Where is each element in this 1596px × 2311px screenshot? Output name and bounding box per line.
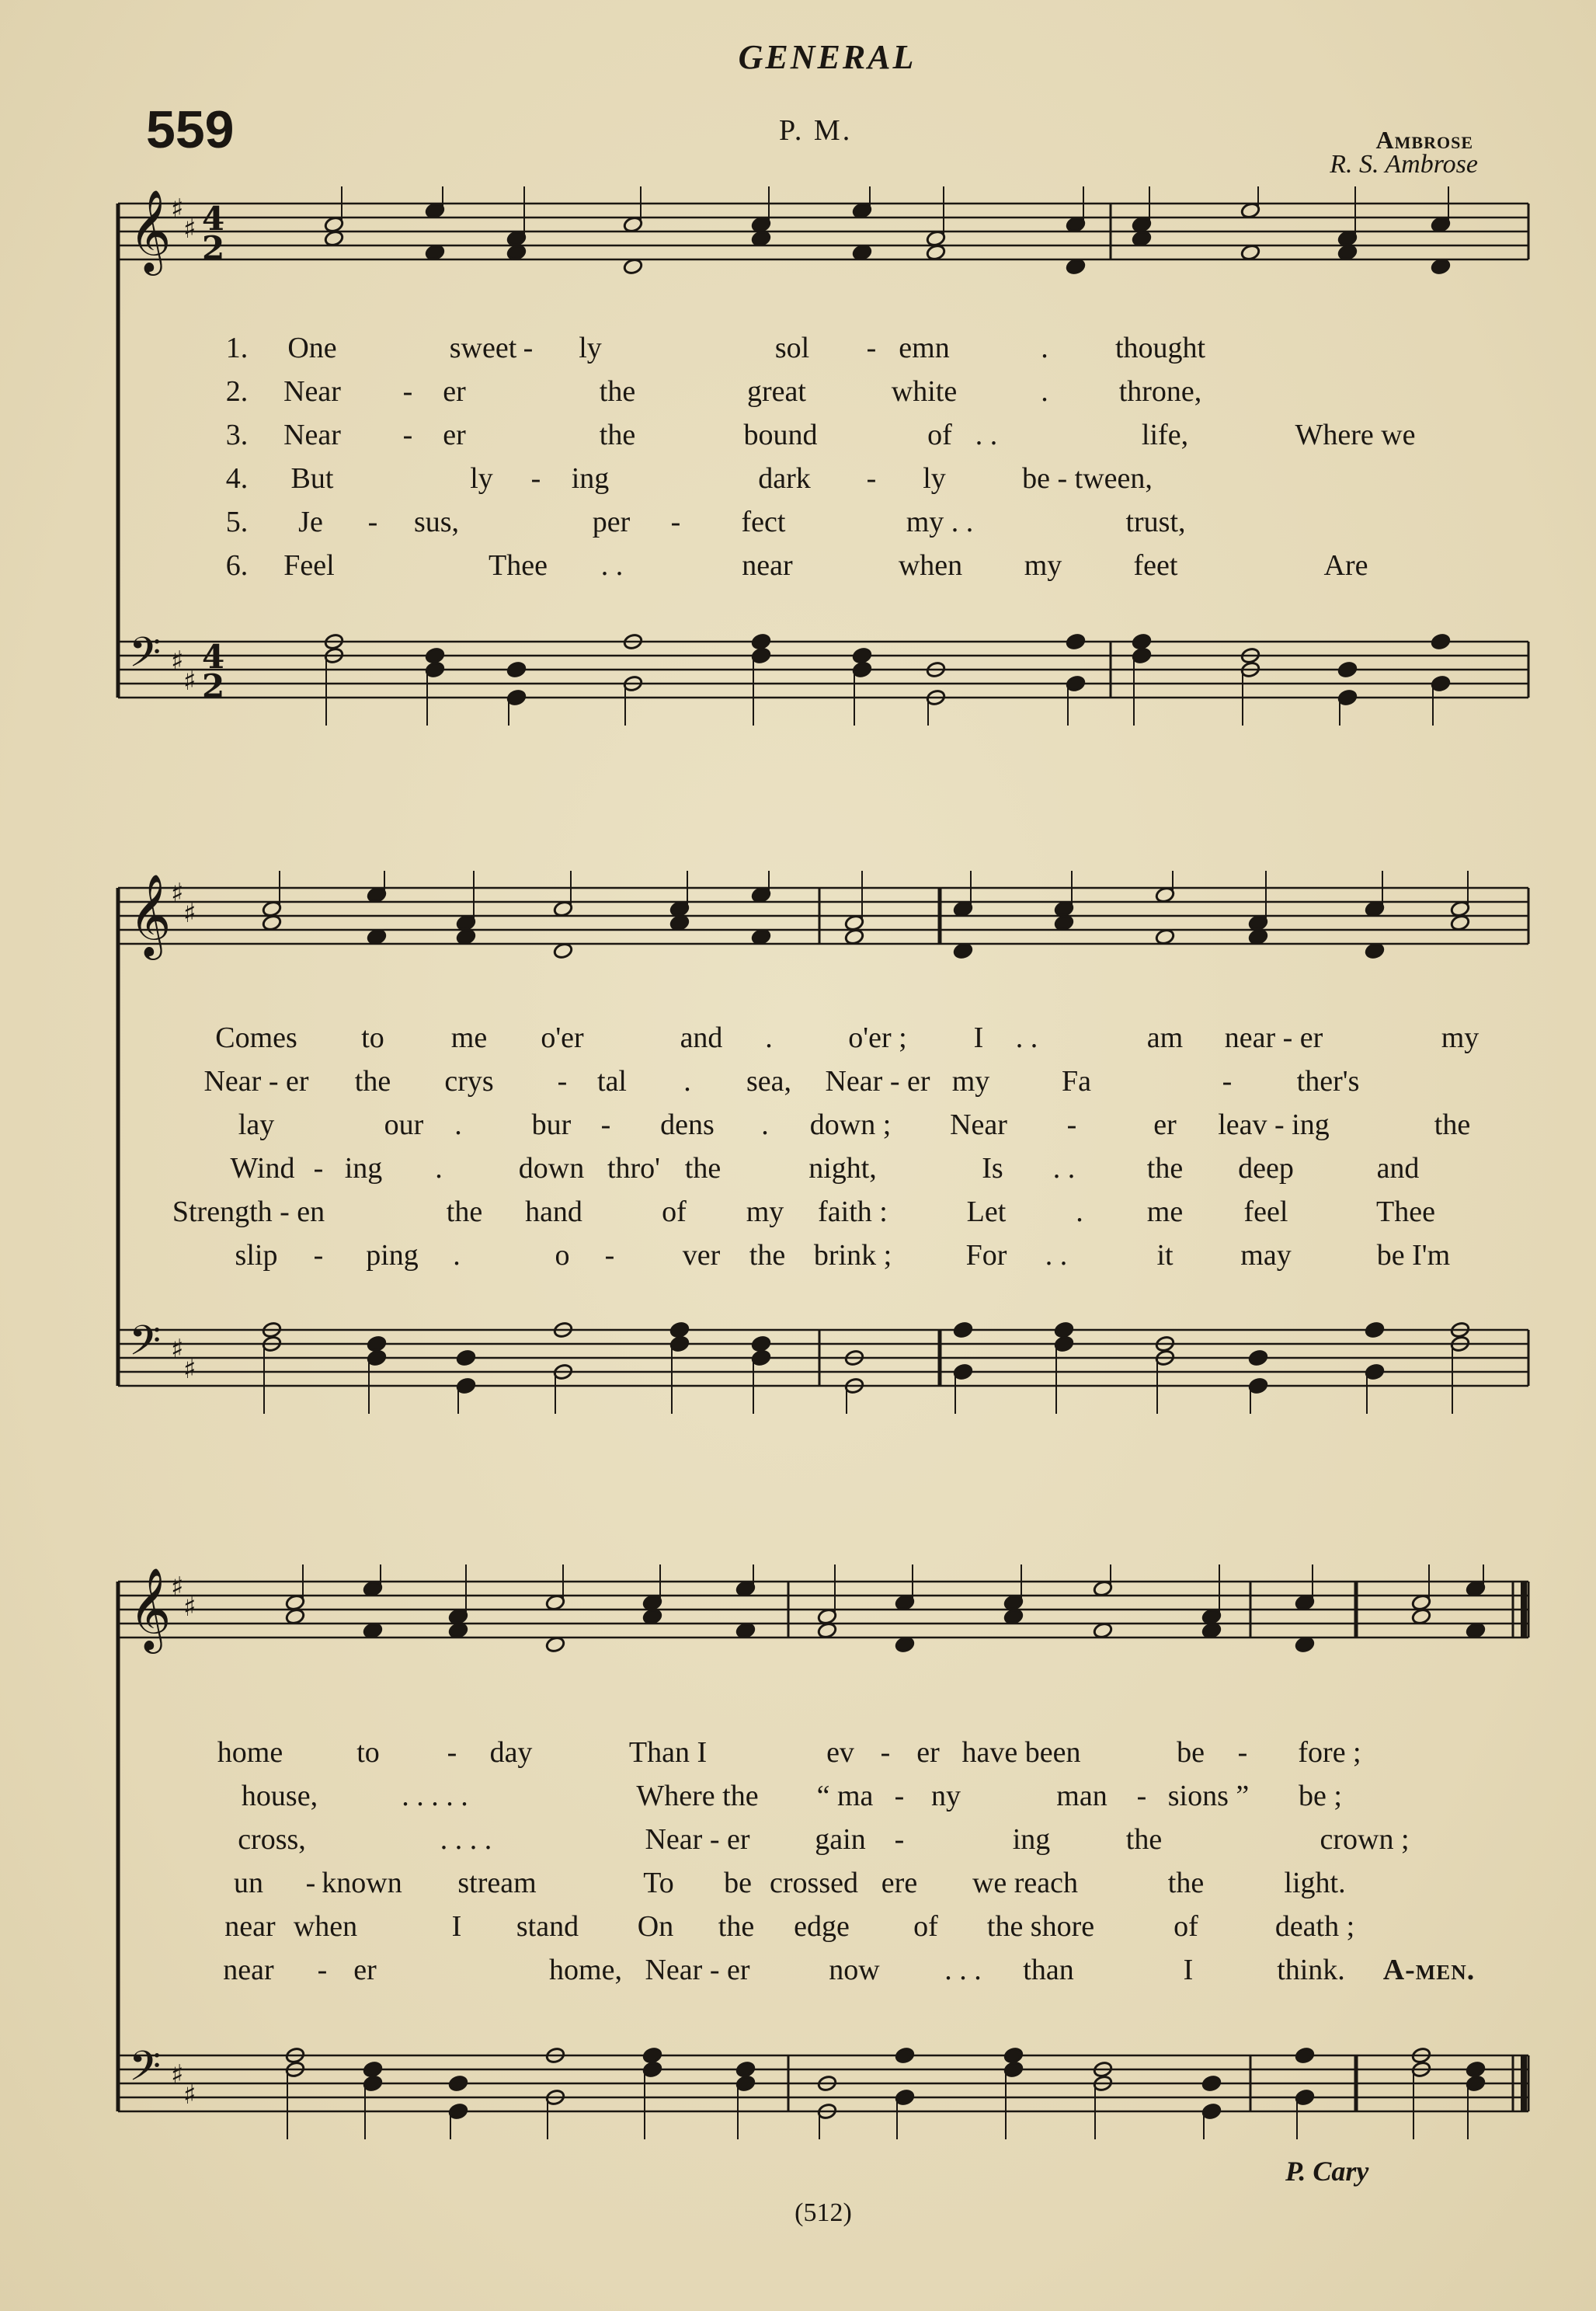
lyric-line-verse-4	[0, 1861, 1596, 1905]
lyric-syllable: Comes	[215, 1022, 297, 1054]
lyric-syllable: . .	[1052, 1152, 1076, 1185]
note-head	[1066, 633, 1086, 651]
lyric-syllable: -	[447, 1736, 457, 1769]
lyric-syllable: crown ;	[1320, 1823, 1410, 1856]
lyric-line-verse-3	[0, 413, 1596, 457]
lyric-syllable: -	[1066, 1109, 1077, 1141]
lyric-syllable: than	[1023, 1954, 1074, 1986]
bass-clef-icon: 𝄢	[129, 1317, 162, 1375]
note-head	[669, 1321, 690, 1339]
lyric-syllable: white	[891, 375, 958, 408]
lyric-syllable: life,	[1141, 419, 1189, 451]
lyric-syllable: down	[518, 1152, 585, 1185]
key-sharp-icon: ♯	[171, 1571, 184, 1603]
lyric-syllable: the	[749, 1239, 786, 1272]
note-head	[1466, 2061, 1486, 2079]
lyric-syllable: now	[829, 1954, 880, 1986]
lyric-syllable: near - er	[1224, 1022, 1323, 1054]
lyric-syllable: fore ;	[1298, 1736, 1361, 1769]
lyric-syllable: -	[402, 375, 413, 408]
lyric-syllable: dark	[758, 462, 811, 495]
lyric-syllable: think.	[1277, 1954, 1345, 1986]
lyric-syllable: .	[454, 1109, 462, 1141]
time-signature-top: 4	[202, 638, 225, 676]
lyric-syllable: my	[1024, 549, 1062, 582]
key-sharp-icon: ♯	[183, 1592, 196, 1623]
note-head	[751, 633, 771, 651]
lyric-line-verse-3	[0, 1818, 1596, 1861]
lyric-syllable: crossed	[770, 1867, 858, 1899]
lyric-syllable: 4.	[225, 462, 249, 495]
lyric-syllable: Near - er	[825, 1065, 930, 1098]
lyric-line-verse-5	[0, 500, 1596, 544]
lyric-syllable: “ ma	[816, 1780, 874, 1812]
lyric-syllable: day	[489, 1736, 533, 1769]
lyric-syllable: of	[913, 1910, 938, 1943]
lyric-syllable: . .	[1045, 1239, 1068, 1272]
lyric-syllable: gain	[815, 1823, 866, 1856]
note-head	[1295, 2047, 1315, 2065]
lyric-syllable: .	[1076, 1196, 1083, 1228]
treble-clef-icon: 𝄞	[129, 1567, 172, 1650]
lyric-syllable: Let	[966, 1196, 1007, 1228]
note-head	[448, 2075, 468, 2093]
lyric-syllable: our	[384, 1109, 424, 1141]
note-head	[1201, 2075, 1222, 2093]
lyric-syllable: the	[1167, 1867, 1205, 1899]
lyric-syllable: be - tween,	[1022, 462, 1153, 495]
lyric-syllable: of	[927, 419, 952, 451]
lyric-line-verse-3	[0, 1103, 1596, 1147]
lyric-syllable: edge	[794, 1910, 850, 1943]
lyric-syllable: sus,	[413, 506, 460, 538]
lyric-syllable: sea,	[746, 1065, 792, 1098]
lyric-syllable: -	[313, 1239, 324, 1272]
lyric-syllable: I	[451, 1910, 462, 1943]
time-signature-top: 4	[202, 200, 225, 238]
lyric-syllable: .	[765, 1022, 773, 1054]
lyric-line-verse-1	[0, 1016, 1596, 1060]
lyric-syllable: it	[1156, 1239, 1174, 1272]
key-sharp-icon: ♯	[183, 214, 196, 245]
lyric-line-verse-2	[0, 370, 1596, 413]
page-number: (512)	[795, 2198, 852, 2227]
note-head	[1003, 2047, 1024, 2065]
lyric-syllable: -	[894, 1780, 905, 1812]
lyric-syllable: -	[600, 1109, 611, 1141]
lyric-syllable: and	[1376, 1152, 1420, 1185]
composer-credit: R. S. Ambrose	[1330, 150, 1478, 179]
key-sharp-icon: ♯	[171, 2059, 184, 2090]
lyric-syllable: stream	[457, 1867, 537, 1899]
lyric-syllable: lay	[238, 1109, 275, 1141]
lyric-syllable: -	[1237, 1736, 1248, 1769]
note-head	[1054, 1321, 1074, 1339]
note-head	[1365, 1321, 1385, 1339]
lyric-syllable: my	[951, 1065, 990, 1098]
lyric-syllable: On	[637, 1910, 674, 1943]
lyric-syllable: . . .	[944, 1954, 982, 1986]
lyric-syllable: cross,	[238, 1823, 306, 1856]
lyric-syllable: . .	[1015, 1022, 1038, 1054]
lyric-syllable: But	[290, 462, 334, 495]
lyric-line-verse-5	[0, 1190, 1596, 1234]
lyric-syllable: Je	[298, 506, 323, 538]
lyric-syllable: .	[1041, 332, 1048, 364]
lyric-syllable: Near - er	[645, 1954, 750, 1986]
lyric-syllable: -	[894, 1823, 905, 1856]
lyric-syllable: to	[356, 1736, 380, 1769]
lyric-syllable: Than I	[628, 1736, 708, 1769]
key-sharp-icon: ♯	[171, 193, 184, 224]
note-head	[1132, 633, 1152, 651]
note-head	[895, 2047, 915, 2065]
lyric-syllable: Thee	[1376, 1196, 1435, 1228]
lyric-syllable: me	[1146, 1196, 1184, 1228]
lyric-syllable: faith :	[818, 1196, 888, 1228]
lyric-syllable: Strength - en	[172, 1196, 325, 1228]
lyric-syllable: Thee	[489, 549, 548, 582]
lyric-syllable: be	[724, 1867, 752, 1899]
lyric-syllable: Are	[1323, 549, 1368, 582]
time-signature-bottom: 2	[202, 229, 225, 267]
lyric-syllable: sweet	[449, 332, 517, 364]
lyric-syllable: bound	[743, 419, 818, 451]
lyric-syllable: Fa	[1062, 1065, 1091, 1098]
lyric-syllable: 3.	[225, 419, 249, 451]
lyric-syllable: brink ;	[813, 1239, 892, 1272]
lyric-syllable: light.	[1284, 1867, 1346, 1899]
lyric-syllable: the	[446, 1196, 483, 1228]
key-sharp-icon: ♯	[183, 666, 196, 697]
lyric-syllable: -	[880, 1736, 891, 1769]
lyric-syllable: the	[1125, 1823, 1163, 1856]
lyric-syllable: my	[1441, 1022, 1480, 1054]
arranger-credit: P. Cary	[1285, 2156, 1369, 2187]
lyric-syllable: the	[718, 1910, 755, 1943]
lyric-syllable: ping	[366, 1239, 419, 1272]
lyric-syllable: hand	[525, 1196, 582, 1228]
lyric-syllable: thro'	[607, 1152, 661, 1185]
lyric-syllable: the	[599, 375, 636, 408]
lyric-syllable: .	[435, 1152, 443, 1185]
lyric-syllable: near	[742, 549, 793, 582]
lyric-line-verse-4	[0, 1147, 1596, 1190]
lyric-syllable: near	[224, 1910, 276, 1943]
lyric-syllable: to	[361, 1022, 384, 1054]
key-sharp-icon: ♯	[183, 898, 196, 929]
lyric-syllable: Where the	[636, 1780, 759, 1812]
note-head	[425, 647, 445, 665]
lyric-syllable: -	[317, 1954, 328, 1986]
lyric-syllable: ere	[881, 1867, 918, 1899]
lyric-syllable: bur	[531, 1109, 572, 1141]
note-head	[367, 1335, 387, 1353]
lyric-syllable: -	[367, 506, 378, 538]
lyric-syllable: er	[353, 1954, 377, 1986]
lyric-syllable: ly	[579, 332, 602, 364]
lyric-syllable: er	[443, 419, 466, 451]
lyric-syllable: when	[898, 549, 963, 582]
lyric-syllable: o'er	[541, 1022, 584, 1054]
lyric-syllable: ing	[571, 462, 610, 495]
lyric-syllable: man	[1056, 1780, 1107, 1812]
lyric-syllable: ver	[682, 1239, 721, 1272]
lyric-syllable: thought	[1114, 332, 1206, 364]
lyric-syllable: er	[1153, 1109, 1177, 1141]
lyric-syllable: per	[592, 506, 631, 538]
lyric-line-verse-4	[0, 457, 1596, 500]
lyric-syllable: fect	[741, 506, 786, 538]
lyric-syllable: home	[217, 1736, 283, 1769]
lyric-syllable: slip	[235, 1239, 278, 1272]
key-sharp-icon: ♯	[183, 2080, 196, 2111]
lyric-syllable: leav - ing	[1218, 1109, 1330, 1141]
note-head	[751, 1335, 771, 1353]
key-sharp-icon: ♯	[171, 1334, 184, 1365]
lyric-syllable: Wind	[230, 1152, 295, 1185]
treble-clef-icon: 𝄞	[129, 873, 172, 956]
lyric-syllable: un	[234, 1867, 263, 1899]
lyric-syllable: . .	[600, 549, 624, 582]
lyric-syllable: the	[354, 1065, 391, 1098]
lyric-syllable: home,	[549, 1954, 622, 1986]
note-head	[363, 2061, 383, 2079]
lyric-syllable: I	[1183, 1954, 1194, 1986]
lyric-syllable: ev	[826, 1736, 854, 1769]
lyric-syllable: crys	[444, 1065, 494, 1098]
lyric-syllable: One	[287, 332, 337, 364]
lyric-syllable: -	[313, 1152, 324, 1185]
lyric-syllable: ing	[1012, 1823, 1051, 1856]
lyric-syllable: Near - er	[645, 1823, 750, 1856]
lyric-syllable: .	[761, 1109, 769, 1141]
lyric-syllable: death ;	[1274, 1910, 1355, 1943]
lyric-syllable: ing	[344, 1152, 383, 1185]
lyric-syllable: dens	[660, 1109, 715, 1141]
hymn-number: 559	[146, 100, 235, 159]
lyric-syllable: . . . .	[440, 1823, 492, 1856]
lyric-syllable: Where we	[1295, 419, 1416, 451]
lyric-syllable: we reach	[972, 1867, 1079, 1899]
note-head	[1431, 633, 1451, 651]
lyric-syllable: great	[747, 375, 806, 408]
lyric-syllable: my . .	[906, 506, 974, 538]
lyric-syllable: .	[453, 1239, 461, 1272]
lyric-syllable: -	[402, 419, 413, 451]
lyric-syllable: house,	[241, 1780, 318, 1812]
note-head	[1337, 661, 1358, 679]
lyric-syllable: o	[555, 1239, 570, 1272]
lyric-syllable: near	[223, 1954, 274, 1986]
lyric-syllable: 5.	[225, 506, 249, 538]
section-heading: GENERAL	[738, 38, 916, 76]
lyric-syllable: may	[1240, 1239, 1292, 1272]
lyric-syllable: feet	[1133, 549, 1178, 582]
lyric-line-verse-6	[0, 1948, 1596, 1992]
lyric-syllable: emn	[899, 332, 950, 364]
lyric-syllable: For	[965, 1239, 1007, 1272]
lyric-syllable: -	[604, 1239, 615, 1272]
lyric-syllable: -	[670, 506, 681, 538]
lyric-syllable: my	[746, 1196, 784, 1228]
lyric-syllable: .	[683, 1065, 691, 1098]
lyric-syllable: when	[293, 1910, 358, 1943]
lyric-syllable: be	[1177, 1736, 1205, 1769]
lyric-syllable: be I'm	[1376, 1239, 1451, 1272]
lyric-syllable: Near - er	[203, 1065, 309, 1098]
lyric-syllable: -	[866, 332, 877, 364]
lyric-syllable: ly	[923, 462, 946, 495]
lyric-syllable: ny	[931, 1780, 961, 1812]
meter-label: P. M.	[779, 114, 853, 147]
lyric-syllable: 1.	[225, 332, 249, 364]
note-head	[953, 1321, 973, 1339]
time-signature-bottom: 2	[202, 667, 225, 705]
lyric-syllable: me	[450, 1022, 488, 1054]
lyric-syllable: the	[599, 419, 636, 451]
lyric-line-verse-1	[0, 1731, 1596, 1774]
bass-clef-icon: 𝄢	[129, 629, 162, 687]
lyric-syllable: ly	[470, 462, 493, 495]
note-head	[852, 647, 872, 665]
lyric-line-verse-2	[0, 1774, 1596, 1818]
lyric-syllable: the shore	[986, 1910, 1095, 1943]
lyric-syllable: trust,	[1125, 506, 1186, 538]
lyric-syllable: Is	[982, 1152, 1003, 1185]
lyric-syllable: sol	[774, 332, 810, 364]
key-sharp-icon: ♯	[171, 646, 184, 677]
lyric-syllable: .	[1041, 375, 1048, 408]
lyric-syllable: er	[443, 375, 466, 408]
lyric-syllable: -	[1222, 1065, 1233, 1098]
lyric-syllable: o'er ;	[848, 1022, 907, 1054]
lyric-syllable: -	[523, 332, 534, 364]
lyric-syllable: feel	[1243, 1196, 1288, 1228]
key-sharp-icon: ♯	[171, 878, 184, 909]
lyric-syllable: have been	[961, 1736, 1081, 1769]
bass-clef-icon: 𝄢	[129, 2043, 162, 2100]
treble-clef-icon: 𝄞	[129, 189, 172, 272]
lyric-syllable: -	[557, 1065, 568, 1098]
lyric-syllable: tal	[597, 1065, 627, 1098]
lyric-syllable: stand	[516, 1910, 579, 1943]
lyric-line-verse-6	[0, 1234, 1596, 1277]
lyric-syllable: er	[916, 1736, 940, 1769]
lyric-syllable: deep	[1238, 1152, 1294, 1185]
lyric-syllable: Feel	[283, 549, 335, 582]
lyric-syllable: To	[643, 1867, 674, 1899]
lyric-syllable: I	[973, 1022, 984, 1054]
amen-label: A-men.	[1382, 1954, 1476, 1986]
note-head	[456, 1349, 476, 1367]
lyric-syllable: the	[684, 1152, 722, 1185]
lyric-syllable: sions ”	[1167, 1780, 1250, 1812]
note-head	[642, 2047, 662, 2065]
lyric-syllable: known	[322, 1867, 402, 1899]
note-head	[1248, 1349, 1268, 1367]
lyric-syllable: the	[1146, 1152, 1184, 1185]
lyric-syllable: Near	[283, 419, 341, 451]
lyric-syllable: . .	[975, 419, 998, 451]
lyric-syllable: night,	[808, 1152, 877, 1185]
lyric-syllable: and	[680, 1022, 723, 1054]
lyric-syllable: -	[866, 462, 877, 495]
lyric-syllable: -	[1136, 1780, 1147, 1812]
lyric-syllable: am	[1146, 1022, 1184, 1054]
lyric-syllable: 2.	[225, 375, 249, 408]
lyric-syllable: of	[662, 1196, 687, 1228]
note-head	[735, 2061, 756, 2079]
lyric-syllable: -	[305, 1867, 316, 1899]
lyric-syllable: throne,	[1118, 375, 1202, 408]
lyric-syllable: of	[1174, 1910, 1198, 1943]
lyric-syllable: the	[1434, 1109, 1471, 1141]
lyric-syllable: be ;	[1299, 1780, 1342, 1812]
lyric-line-verse-1	[0, 326, 1596, 370]
lyric-line-verse-6	[0, 544, 1596, 587]
lyric-syllable: 6.	[225, 549, 249, 582]
tune-name: Ambrose	[1375, 126, 1473, 154]
lyric-line-verse-5	[0, 1905, 1596, 1948]
lyric-syllable: . . . . .	[402, 1780, 468, 1812]
lyric-syllable: -	[530, 462, 541, 495]
lyric-syllable: Near	[950, 1109, 1007, 1141]
lyric-line-verse-2	[0, 1060, 1596, 1103]
lyric-syllable: ther's	[1296, 1065, 1360, 1098]
note-head	[506, 661, 527, 679]
key-sharp-icon: ♯	[183, 1354, 196, 1385]
lyric-syllable: down ;	[809, 1109, 892, 1141]
lyric-syllable: Near	[283, 375, 341, 408]
